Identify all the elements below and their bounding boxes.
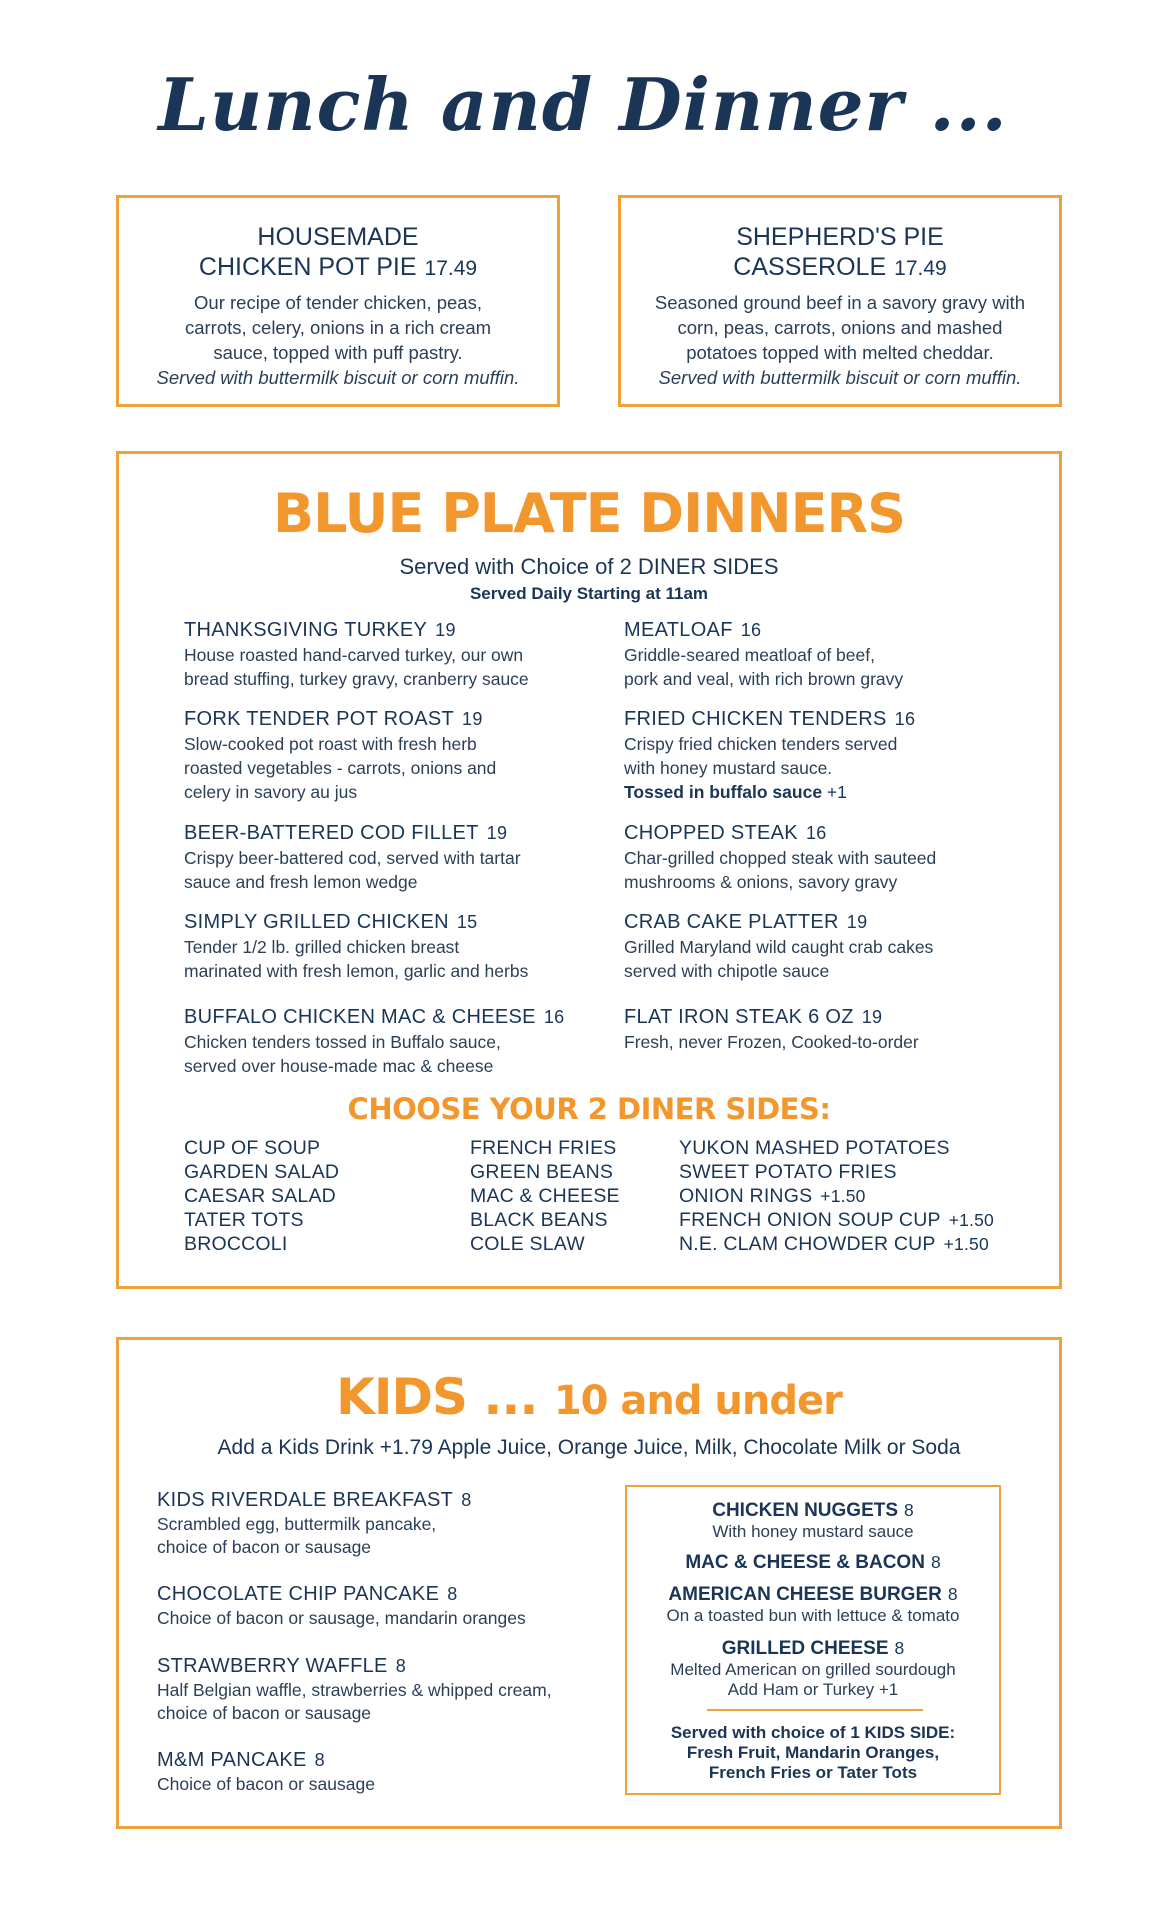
menu-item-header [184,910,604,935]
kids-featured-item [627,1551,999,1574]
sides-column-2 [470,1136,620,1256]
kids-item-price: 8 [314,1750,325,1770]
menu-item [624,1005,1044,1054]
sides-column-1 [184,1136,339,1256]
menu-item [184,707,604,804]
featured-desc-line: carrots, celery, onions in a rich cream [184,317,492,338]
menu-item-desc: Crispy fried chicken tenders served [624,734,898,754]
menu-item-price: 19 [486,823,508,843]
kids-item-header [157,1654,597,1679]
side-item: SWEET POTATO FRIES [679,1161,897,1183]
kids-menu-item [157,1488,597,1559]
kids-item-desc: Scrambled egg, buttermilk pancake, [157,1514,437,1534]
menu-item-name: FORK TENDER POT ROAST [184,708,455,730]
kids-item-header [157,1582,597,1607]
side-item: CAESAR SALAD [184,1185,336,1207]
menu-item-desc: Griddle-seared meatloaf of beef, [624,645,875,665]
side-item: BROCCOLI [184,1233,288,1255]
divider [707,1709,923,1711]
kids-featured-box [625,1485,1001,1795]
menu-item-desc: Grilled Maryland wild caught crab cakes [624,937,934,957]
kids-featured-desc: Add Ham or Turkey +1 [727,1680,899,1699]
kids-featured-item [627,1637,999,1700]
kids-item-price: 8 [447,1584,458,1604]
menu-item-desc: Slow-cooked pot roast with fresh herb [184,734,477,754]
menu-item-name: CRAB CAKE PLATTER [624,911,839,933]
menu-item-desc: sauce and fresh lemon wedge [184,872,418,892]
side-item: GREEN BEANS [470,1161,614,1183]
menu-item [184,910,604,983]
menu-item-header [624,1005,1044,1030]
kids-item-desc: choice of bacon or sausage [157,1703,372,1723]
menu-item-desc: bread stuffing, turkey gravy, cranberry sauce [184,669,529,689]
menu-item-desc: pork and veal, with rich brown gravy [624,669,904,689]
menu-item-name: THANKSGIVING TURKEY [184,619,428,641]
side-item [679,1208,994,1232]
featured-desc-line: corn, peas, carrots, onions and mashed [677,317,1003,338]
blue-plate-title: BLUE PLATE DINNERS [273,482,905,545]
side-item-name: FRENCH ONION SOUP CUP [679,1209,941,1231]
menu-item [624,910,1044,983]
menu-item-name: FRIED CHICKEN TENDERS [624,708,887,730]
menu-item-price: 19 [846,912,868,932]
menu-item-header [624,618,1044,643]
menu-item-desc: Fresh, never Frozen, Cooked-to-order [624,1032,919,1052]
featured-name-line1: HOUSEMADE [257,223,419,251]
menu-item-header [624,910,1044,935]
kids-item-price: 8 [395,1656,406,1676]
side-item-name: ONION RINGS [679,1185,813,1207]
side-item: CUP OF SOUP [184,1137,321,1159]
menu-item [184,1005,624,1078]
menu-item-price: 16 [740,620,762,640]
kids-featured-header [627,1637,999,1660]
featured-served-with: Served with buttermilk biscuit or corn muffin. [156,367,520,388]
kids-title-age: 10 and under [553,1378,842,1424]
kids-featured-name: CHICKEN NUGGETS [712,1500,899,1521]
featured-served-with: Served with buttermilk biscuit or corn muffin. [658,367,1022,388]
menu-item-desc: Chicken tenders tossed in Buffalo sauce, [184,1032,501,1052]
kids-title [119,1368,1059,1426]
menu-item-name: BEER-BATTERED COD FILLET [184,822,479,844]
kids-featured-price: 8 [930,1552,941,1572]
featured-box-chicken-pot-pie [116,195,560,407]
kids-item-desc: Choice of bacon or sausage [157,1774,375,1794]
featured-desc-line: Our recipe of tender chicken, peas, [194,292,482,313]
side-item-price: +1.50 [948,1210,994,1230]
side-item [679,1232,994,1256]
kids-drink-note: Add a Kids Drink +1.79 Apple Juice, Orange Juice, Milk, Chocolate Milk or Soda [217,1436,961,1459]
side-item-price: +1.50 [820,1186,866,1206]
blue-plate-hours: Served Daily Starting at 11am [469,584,709,603]
kids-side-note-line: Fresh Fruit, Mandarin Oranges, [686,1743,940,1762]
kids-side-note [627,1723,999,1783]
menu-item-desc: Tender 1/2 lb. grilled chicken breast [184,937,460,957]
featured-name-line2-row [119,252,557,284]
side-item [679,1184,994,1208]
featured-box-shepherds-pie [618,195,1062,407]
menu-item-desc: Crispy beer-battered cod, served with tartar [184,848,521,868]
featured-desc-line: potatoes topped with melted cheddar. [686,342,994,363]
side-item: YUKON MASHED POTATOES [679,1137,950,1159]
menu-item-price: 19 [462,709,483,729]
kids-item-desc: choice of bacon or sausage [157,1537,372,1557]
kids-featured-item [627,1583,999,1626]
kids-featured-header [627,1499,999,1522]
kids-section [116,1337,1062,1829]
kids-featured-desc: On a toasted bun with lettuce & tomato [666,1606,960,1625]
kids-featured-name: MAC & CHEESE & BACON [685,1552,925,1573]
menu-item-header [624,707,1044,732]
kids-menu-item [157,1748,597,1796]
featured-desc-line: sauce, topped with puff pastry. [213,342,463,363]
kids-featured-header [627,1583,999,1606]
menu-item-desc: served with chipotle sauce [624,961,830,981]
menu-item-price: 16 [805,823,827,843]
kids-menu-item [157,1654,597,1725]
featured-description [621,290,1059,365]
side-item: GARDEN SALAD [184,1161,340,1183]
sides-column-3 [679,1136,994,1256]
side-item: FRENCH FRIES [470,1137,617,1159]
menu-item-desc: roasted vegetables - carrots, onions and [184,758,497,778]
menu-item-price: 19 [435,620,456,640]
menu-item-name: BUFFALO CHICKEN MAC & CHEESE [184,1006,536,1028]
kids-featured-desc: Melted American on grilled sourdough [670,1660,956,1679]
kids-featured-header [627,1551,999,1574]
kids-featured-name: GRILLED CHEESE [721,1638,889,1659]
page-title: Lunch and Dinner ... [158,62,1008,147]
kids-side-note-line: French Fries or Tater Tots [708,1763,918,1782]
kids-item-name: M&M PANCAKE [157,1749,307,1771]
menu-item-header [184,618,604,643]
featured-name-line2-row [621,252,1059,284]
menu-item-header [624,821,1044,846]
menu-item-price: 16 [543,1007,565,1027]
kids-featured-price: 8 [947,1584,958,1604]
kids-side-note-line: Served with choice of 1 KIDS SIDE: [670,1723,956,1742]
menu-item-name: CHOPPED STEAK [624,822,798,844]
menu-item-desc: Char-grilled chopped steak with sauteed [624,848,937,868]
kids-featured-name: AMERICAN CHEESE BURGER [668,1584,942,1605]
menu-item-extra [624,780,1044,804]
kids-item-desc: Choice of bacon or sausage, mandarin oranges [157,1608,526,1628]
side-item: COLE SLAW [470,1233,585,1255]
featured-name-line2: CHICKEN POT PIE [198,253,417,281]
side-item: TATER TOTS [184,1209,304,1231]
featured-price: 17.49 [424,257,478,280]
kids-item-header [157,1488,597,1513]
sides-title: CHOOSE YOUR 2 DINER SIDES: [347,1092,831,1126]
menu-item-header [184,1005,624,1030]
menu-item-name: MEATLOAF [624,619,733,641]
kids-menu-item [157,1582,597,1630]
menu-item-desc: marinated with fresh lemon, garlic and herbs [184,961,529,981]
kids-item-price: 8 [461,1490,472,1510]
blue-plate-subtitle: Served with Choice of 2 DINER SIDES [399,554,779,579]
featured-name-line2: CASSEROLE [733,253,887,281]
menu-item-desc: mushrooms & onions, savory gravy [624,872,898,892]
menu-item-header [184,707,604,732]
kids-featured-price: 8 [904,1500,914,1520]
featured-desc-line: Seasoned ground beef in a savory gravy with [654,292,1026,313]
side-item: MAC & CHEESE [470,1185,620,1207]
kids-item-name: CHOCOLATE CHIP PANCAKE [157,1583,440,1605]
kids-featured-item [627,1499,999,1542]
menu-item-name: FLAT IRON STEAK 6 OZ [624,1006,854,1028]
menu-item [184,618,604,691]
menu-item [624,618,1044,691]
featured-price: 17.49 [894,257,947,280]
kids-item-desc: Half Belgian waffle, strawberries & whipped cream, [157,1680,552,1700]
menu-item-name: SIMPLY GRILLED CHICKEN [184,911,449,933]
menu-item [624,707,1044,804]
side-item: BLACK BEANS [470,1209,608,1231]
kids-title-main: KIDS ... [336,1368,538,1426]
menu-item-price: 15 [456,912,478,932]
menu-item-extra-price: +1 [826,782,847,802]
featured-name-line1: SHEPHERD'S PIE [736,223,944,251]
kids-item-name: KIDS RIVERDALE BREAKFAST [157,1489,454,1511]
featured-description [119,290,557,365]
menu-item-header [184,821,604,846]
side-item-name: N.E. CLAM CHOWDER CUP [679,1233,936,1255]
menu-item-desc: with honey mustard sauce. [624,758,833,778]
menu-item [184,821,604,894]
kids-item-header [157,1748,597,1773]
menu-item-desc: House roasted hand-carved turkey, our own [184,645,524,665]
kids-item-name: STRAWBERRY WAFFLE [157,1655,388,1677]
kids-featured-desc: With honey mustard sauce [712,1522,914,1541]
menu-item [624,821,1044,894]
kids-featured-price: 8 [894,1638,905,1658]
menu-item-desc: celery in savory au jus [184,782,358,802]
menu-item-price: 16 [894,709,916,729]
side-item-price: +1.50 [943,1234,989,1254]
menu-item-price: 19 [861,1007,883,1027]
blue-plate-section [116,451,1062,1289]
menu-item-extra-label: Tossed in buffalo sauce [624,782,823,802]
menu-item-desc: served over house-made mac & cheese [184,1056,494,1076]
